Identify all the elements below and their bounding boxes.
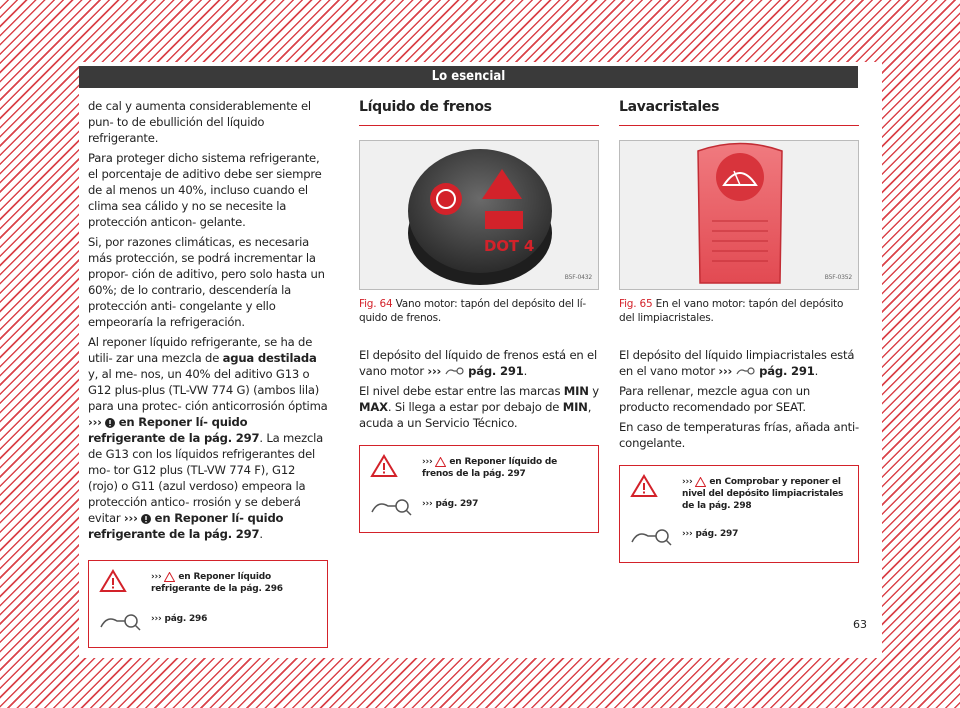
attention-circle-icon [105,418,115,428]
link-warning-frenos[interactable]: en Reponer líquido de frenos de la pág. 297 [422,457,558,479]
link-pag-291[interactable]: pág. 291 [468,364,524,378]
environment-note-icon [630,526,674,548]
warning-triangle-icon [695,477,706,487]
section-title: Líquido de frenos [359,98,599,126]
warning-box: ››› en Comprobar y reponer el nivel del depósito limpiacristales de la pág. 298 ››› pág. 297 [619,465,859,563]
paragraph: El depósito del líquido limpiacristales está en el vano motor ››› pág. 291. [619,348,855,378]
column-2 [359,98,599,533]
warning-triangle-icon [164,572,175,582]
link-reponer-refrigerante[interactable]: en Reponer lí- quido refrigerante de la pág. 297 [88,415,260,445]
paragraph: El depósito del líquido de frenos está en el vano motor ››› pág. 291. [359,348,597,378]
warning-triangle-icon [435,457,446,467]
figure-brake-fluid-cap [359,140,599,290]
engine-bay-icon [736,366,756,377]
warning-triangle-icon [370,454,398,478]
washer-cap-illustration [620,141,859,290]
paragraph: El nivel debe estar entre las marcas MIN y MAX. Si llega a estar por debajo de MIN, acuda a un Servicio Técnico. [359,384,599,430]
paragraph: Al reponer líquido refrigerante, se ha de utili- zar una mezcla de agua destilada y, al me- nos, un 40% del aditivo G13 o G12 plus-plus (TL-VW 774 G) (ambos lila) para una protec- ción anticorrosión óptima ››› en Reponer lí- quido refrigerante de la pág. 297. La mezcla de G13 con los líquidos refrigerantes del mo- tor G12 plus (TL-VW 774 F), G12 (rojo) o G11 (azul verdoso) empeora la protección antico- rrosión y se deberá evitar ››› en Reponer lí- quido refrigerante de la pág. 297. [88,335,328,541]
link-ref[interactable]: pág. 297 [695,529,739,539]
environment-note-icon [370,496,414,518]
page-number: 63 [853,618,867,631]
link-reponer-refrigerante[interactable]: en Reponer lí- quido refrigerante de la pág. 297 [88,511,284,541]
engine-bay-icon [445,366,465,377]
dot4-label: DOT 4 [484,237,535,255]
paragraph: En caso de temperaturas frías, añada anti- congelante. [619,420,859,450]
figure-washer-cap [619,140,859,290]
link-warning-refrigerante[interactable]: en Reponer líquido refrigerante de la pág. 296 [151,572,283,594]
brake-cap-illustration [360,141,599,290]
section-title: Lavacristales [619,98,859,126]
column-1 [88,98,328,648]
link-pag-291[interactable]: pág. 291 [759,364,815,378]
warning-box: ››› en Reponer líquido de frenos de la pág. 297 ››› pág. 297 [359,445,599,533]
figure-caption: Fig. 64 Vano motor: tapón del depósito del lí- quido de frenos. [359,298,586,324]
column-3 [619,98,859,563]
warning-triangle-icon [630,474,658,498]
warning-box: ››› en Reponer líquido refrigerante de la pág. 296 ››› pág. 296 [88,560,328,648]
attention-circle-icon [141,514,151,524]
paragraph: Para proteger dicho sistema refrigerante, el porcentaje de aditivo debe ser siempre de al menos un 40%, incluso cuando el clima sea cálido y no se necesite la protección anticon- gelante. [88,151,322,229]
figure-id: B5F-0432 [564,274,592,281]
link-warning-limpiacristales[interactable]: en Comprobar y reponer el nivel del depósito limpiacristales de la pág. 298 [682,477,844,511]
environment-note-icon [99,611,143,633]
chapter-header: Lo esencial [79,66,858,88]
paragraph: Para rellenar, mezcle agua con un producto recomendado por SEAT. [619,384,811,414]
page [79,62,882,658]
warning-triangle-icon [99,569,127,593]
figure-caption: Fig. 65 En el vano motor: tapón del depósito del limpiacristales. [619,298,844,324]
link-ref[interactable]: pág. 296 [164,614,208,624]
figure-id: B5F-0352 [824,274,852,281]
link-ref[interactable]: pág. 297 [435,499,479,509]
paragraph: Si, por razones climáticas, es necesaria más protección, se podrá incrementar la propor- ción de aditivo, pero solo hasta un 60%; de lo contrario, descendería la protección anti- congelante y ello empeoraría la refrigeración. [88,235,325,329]
paragraph: de cal y aumenta considerablemente el pun- to de ebullición del líquido refrigerante. [88,99,311,145]
